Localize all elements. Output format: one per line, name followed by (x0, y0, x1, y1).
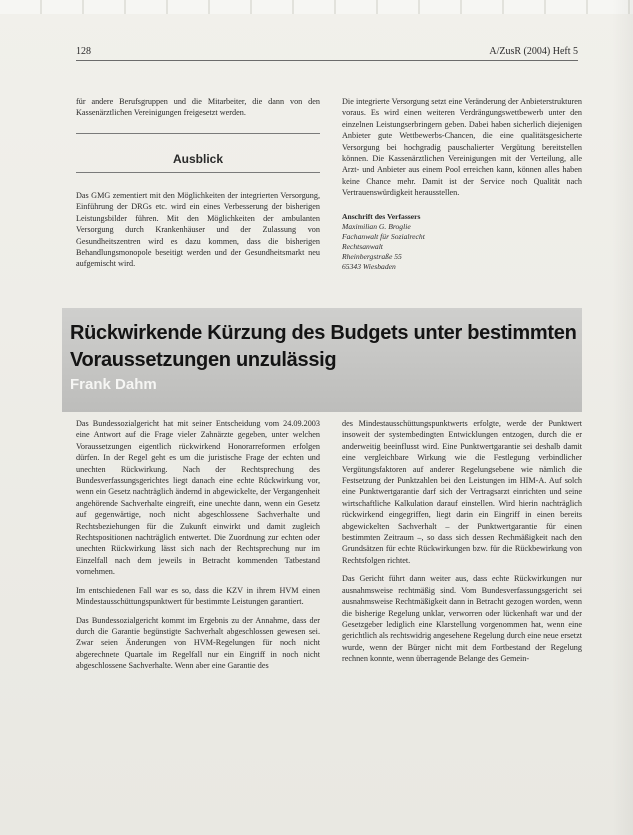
top-left-column (76, 96, 320, 119)
article-paragraph: Das Bundessozialgericht hat mit seiner Entscheidung vom 24.09.2003 eine Antwort auf die Frage vieler Zahnärzte gegeben, unter welchen Voraussetzungen eigentlich rückwirkend Honorarreformen erfolgen dürfen. In der Regel geht es um die juristische Frage der echten und unechten Rückwirkung. Nach der Rechtsprechung des Bundesverfassungsgerichtes liegt danach eine echte Rückwirkung vor, wenn ein Gesetz nachträglich ändernd in abgewickelte, der Vergangenheit angehörende Sachverhalte eingreift, eine unechte dann, wenn ein Gesetz auf gegenwärtige, noch nicht abgeschlossene Sachverhalte und Rechtsbeziehungen für die Zukunft einwirkt und damit zugleich Rechtspositionen nachträglich entwertet. Die Zuordnung zur echten oder unechten Rückwirkung lässt sich nach der Rechtsprechung nur im Einzelfall nach dem jeweils in Betracht kommenden Tatbestand vornehmen. (76, 419, 320, 577)
ausblick-heading: Ausblick (172, 152, 223, 166)
article-paragraph: Im entschiedenen Fall war es so, dass die KZV in ihrem HVM einen Mindestausschüttungspunktwert für bestimmte Leistungen garantiert. (76, 585, 320, 607)
top-right-column (342, 96, 582, 199)
article-paragraph: Das Gericht führt dann weiter aus, dass echte Rückwirkungen nur ausnahmsweise rechtmäßig sind. Vom Bundesverfassungsgericht sei ausnahmsweise Rechtmäßigkeit dann in Betracht gezogen worden, wenn die bisherige Regelung unklar, verworren oder lückenhaft war und der Gesetzgeber lediglich eine Klarstellung vorgenommen hat, wenn eine gerichtlich als rechtswidrig angesehene Regelung durch eine neue ersetzt wurde, wenn der Bürger nicht mit dem Fortbestand der Regelung rechnen konnte, wenn überragende Belange des Gemein- (342, 574, 582, 664)
top-right-paragraph: Die integrierte Versorgung setzt eine Veränderung der Anbieterstrukturen voraus. Es wird einen weiteren Verdrängungswettbewerb unter den einzelnen Leistungserbringern geben. Dabei haben sicherlich diejenigen Anbieter gute Wettbewerbs-Chancen, die eine qualitätsgesicherte Versorgung bei hochgradig pauschalierter Vergütung bereitstellen können. Die Kassenärztlichen Vereinigungen mit der Verteilung, alle Arzt- und Anbieter aus einem Pool erreichen kann, können alles haben keine Chance mehr. Damit ist der Service noch Qualität nach Vertrauenswürdigkeit herausstellen. (342, 97, 582, 198)
article-author: Frank Dahm (70, 376, 157, 393)
article-title: Rückwirkende Kürzung des Budgets unter bestimmten Voraussetzungen unzulässig (70, 322, 577, 371)
author-line: 65343 Wiesbaden (342, 262, 396, 271)
ausblick-paragraph: Das GMG zementiert mit den Möglichkeiten der integrierten Versorgung, Einführung der DRGs etc. wird ein eines Verbesserung der bisherigen Leistungsbilder führen. Mit den Möglichkeiten der ambulanten Versorgung durch Krankenhäuser und der Zulassung von Gesundheitszentren wird es dazu kommen, dass die bisherigen Behandlungsmonopole beseitigt werden und der Gesundheitsmarkt neu aufgemischt wird. (76, 191, 320, 269)
journal-reference: A/ZusR (2004) Heft 5 (489, 46, 578, 57)
author-line: Rheinbergstraße 55 (342, 252, 402, 261)
page-number: 128 (76, 46, 91, 57)
ausblick-heading-block (76, 130, 320, 180)
article-paragraph: des Mindestausschüttungspunktwerts erfolgte, werde der Punktwert insoweit der systembedingten Entwicklungen entzogen, durch die er anderweitig beeinflusst wird. Eine Punktwertgarantie sei deshalb damit eine vergleichbare Wirkung wie die Festlegung verbindlicher Vergütungsfaktoren auf anderer Regelungsebene wie nämlich die Festsetzung der Punktzahlen bei den Leistungen im HIM-A. Auf solch eine Punktwertgarantie darf sich der Vertragsarzt einrichten und seine wirtschaftliche Kalkulation darauf einstellen. Wird hierin nachträglich rückwirkend eingegriffen, liegt darin ein Eingriff in einen bereits abgewickelten Sachverhalt – der Punktwertgarantie für einen bestimmten Zeitraum –, so dass sich dessen Rechmäßigkeit nach den Grundsätzen für echte Rückwirkungen bzw. für die Rückbewirkung von Rechtsfolgen richtet. (342, 419, 582, 565)
author-line: Maximilian G. Broglie (342, 222, 411, 231)
top-left-paragraph: für andere Berufsgruppen und die Mitarbeiter, die dann von den Kassenärztlichen Vereinigungen freigesetzt werden. (76, 97, 320, 118)
article-title-banner (62, 308, 582, 412)
article-paragraph: Das Bundessozialgericht kommt im Ergebnis zu der Annahme, dass der durch die Garantie begünstigte Sachverhalt abgeschlossen gewesen sei. Zwar seien Änderungen von HVM-Regelungen für noch nicht abgerechnete Quartale im Regelfall nur ein Eingriff in noch nicht abgeschlossene Sachverhalte. Wenn aber eine Garantie des (76, 615, 320, 671)
article-left-column (76, 418, 320, 672)
author-line: Fachanwalt für Sozialrecht (342, 232, 425, 241)
header-rule (76, 60, 578, 61)
author-address-block (342, 212, 582, 272)
article-right-column (342, 418, 582, 665)
page-header (76, 46, 578, 60)
ausblick-column (76, 190, 320, 270)
ausblick-rule-top (76, 133, 320, 134)
scan-edge-strip (0, 0, 633, 14)
scan-shadow-edge (612, 0, 633, 835)
ausblick-rule-bottom (76, 172, 320, 173)
author-address-label: Anschrift des Verfassers (342, 212, 421, 221)
author-line: Rechtsanwalt (342, 242, 383, 251)
